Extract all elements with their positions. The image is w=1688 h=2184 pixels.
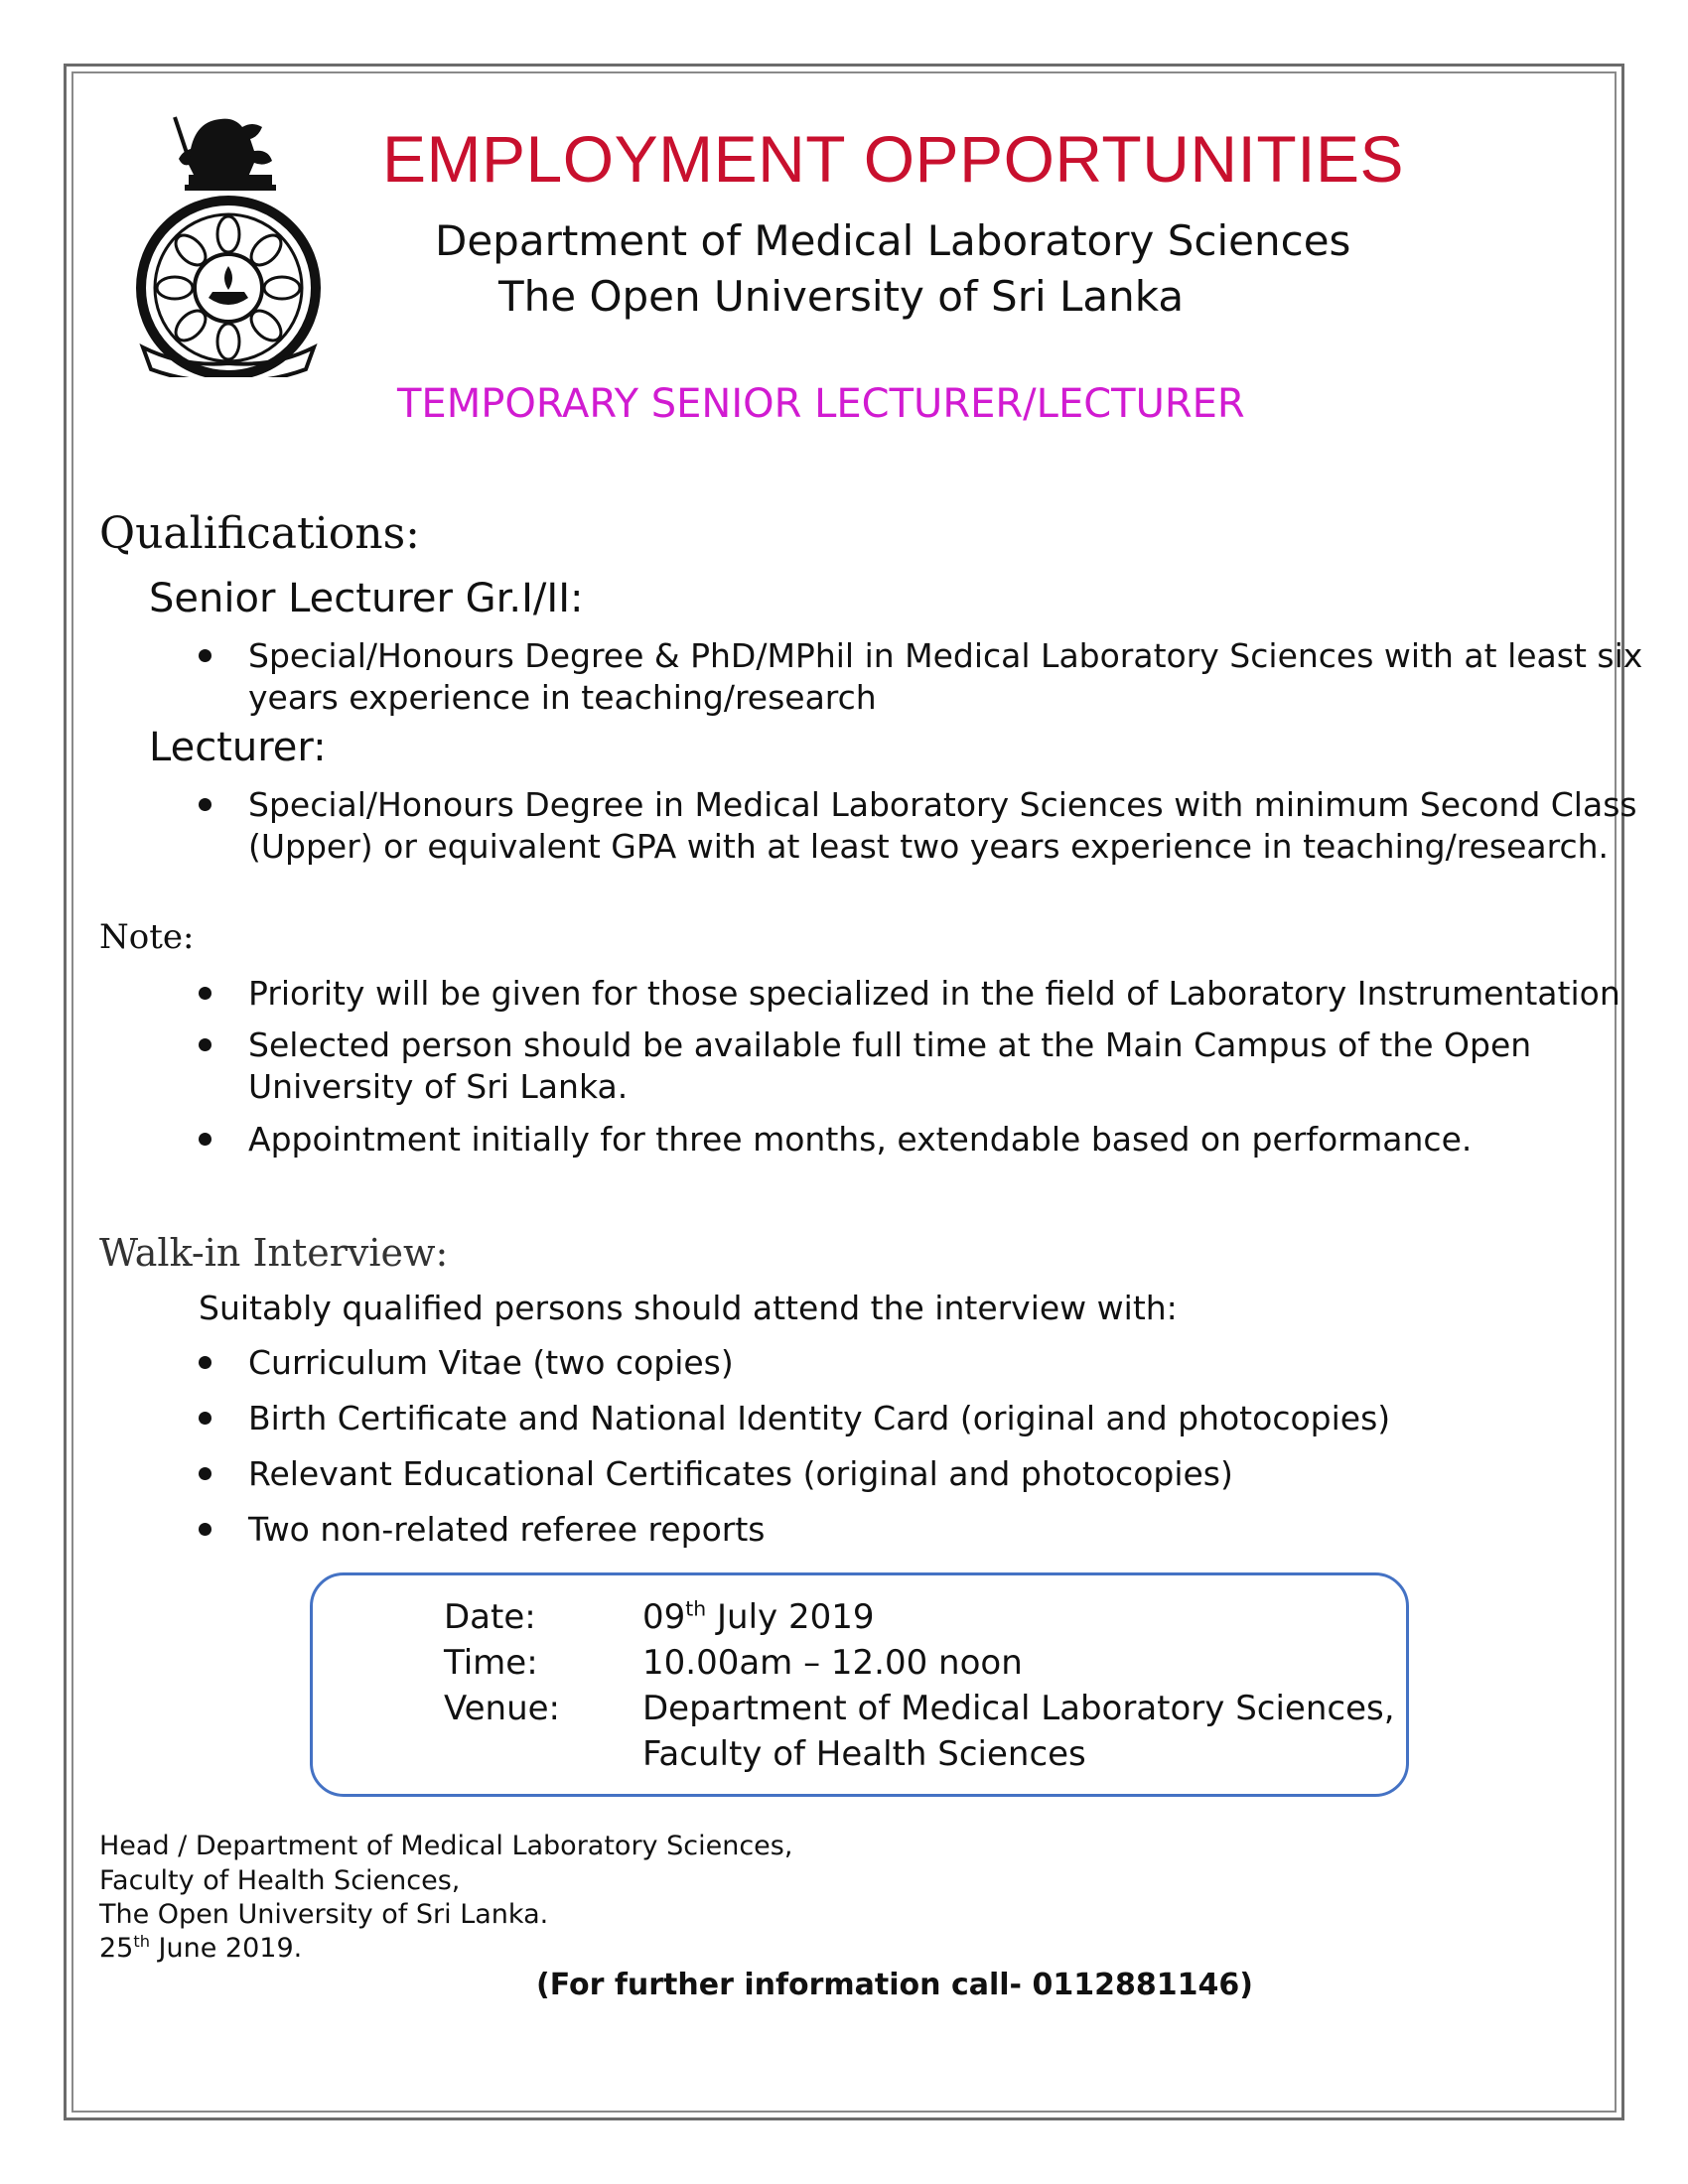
bullet-text: Relevant Educational Certificates (original and photocopies) bbox=[248, 1454, 1233, 1493]
issue-date: 25th June 2019. bbox=[99, 1932, 303, 1964]
bullet-text: Two non-related referee reports bbox=[248, 1510, 766, 1549]
signature-line-1: Head / Department of Medical Laboratory Sciences, bbox=[99, 1831, 793, 1861]
bullet-text: Special/Honours Degree & PhD/MPhil in Medical Laboratory Sciences with at least six years experience in teaching/research bbox=[248, 636, 1643, 717]
signature-line-2: Faculty of Health Sciences, bbox=[99, 1865, 461, 1896]
bullet-icon bbox=[199, 1038, 211, 1051]
senior-lecturer-heading: Senior Lecturer Gr.I/II: bbox=[149, 576, 584, 621]
date-value: 09th July 2019 bbox=[642, 1596, 875, 1637]
bullet-icon bbox=[199, 1412, 211, 1425]
lecturer-heading: Lecturer: bbox=[149, 725, 327, 770]
venue-line-1: Department of Medical Laboratory Sciences, bbox=[642, 1689, 1395, 1728]
signature-line-3: The Open University of Sri Lanka. bbox=[99, 1899, 549, 1930]
bullet-text: Priority will be given for those specialized in the field of Laboratory Instrumentation bbox=[248, 974, 1620, 1013]
position-title: TEMPORARY SENIOR LECTURER/LECTURER bbox=[397, 381, 1245, 427]
university-crest-icon bbox=[129, 99, 328, 377]
main-title: EMPLOYMENT OPPORTUNITIES bbox=[382, 122, 1405, 196]
interview-heading: Walk-in Interview: bbox=[99, 1231, 449, 1275]
bullet-text: Selected person should be available full time at the Main Campus of the Open University of Sri Lanka. bbox=[248, 1025, 1532, 1106]
interview-details-box bbox=[310, 1572, 1409, 1797]
time-label: Time: bbox=[444, 1643, 538, 1683]
bullet-text: Curriculum Vitae (two copies) bbox=[248, 1343, 734, 1382]
venue-label: Venue: bbox=[444, 1689, 561, 1728]
bullet-icon bbox=[199, 1133, 211, 1146]
bullet-text: Appointment initially for three months, extendable based on performance. bbox=[248, 1120, 1473, 1159]
university-name: The Open University of Sri Lanka bbox=[498, 272, 1185, 321]
note-heading: Note: bbox=[99, 917, 195, 957]
bullet-icon bbox=[199, 1523, 211, 1536]
bullet-icon bbox=[199, 987, 211, 1000]
bullet-icon bbox=[199, 649, 211, 662]
qualifications-heading: Qualifications: bbox=[99, 508, 420, 559]
bullet-text: Special/Honours Degree in Medical Laboratory Sciences with minimum Second Class (Upper) or equivalent GPA with at least two years experience in teaching/research. bbox=[248, 785, 1637, 866]
time-value: 10.00am – 12.00 noon bbox=[642, 1643, 1023, 1683]
bullet-text: Birth Certificate and National Identity Card (original and photocopies) bbox=[248, 1399, 1391, 1437]
bullet-icon bbox=[199, 1356, 211, 1369]
bullet-icon bbox=[199, 798, 211, 811]
date-label: Date: bbox=[444, 1597, 536, 1637]
venue-line-2: Faculty of Health Sciences bbox=[642, 1734, 1086, 1774]
bullet-icon bbox=[199, 1467, 211, 1480]
department-name: Department of Medical Laboratory Sciences bbox=[435, 216, 1351, 265]
contact-info: (For further information call- 0112881146) bbox=[536, 1968, 1253, 2002]
interview-intro: Suitably qualified persons should attend the interview with: bbox=[199, 1289, 1178, 1327]
